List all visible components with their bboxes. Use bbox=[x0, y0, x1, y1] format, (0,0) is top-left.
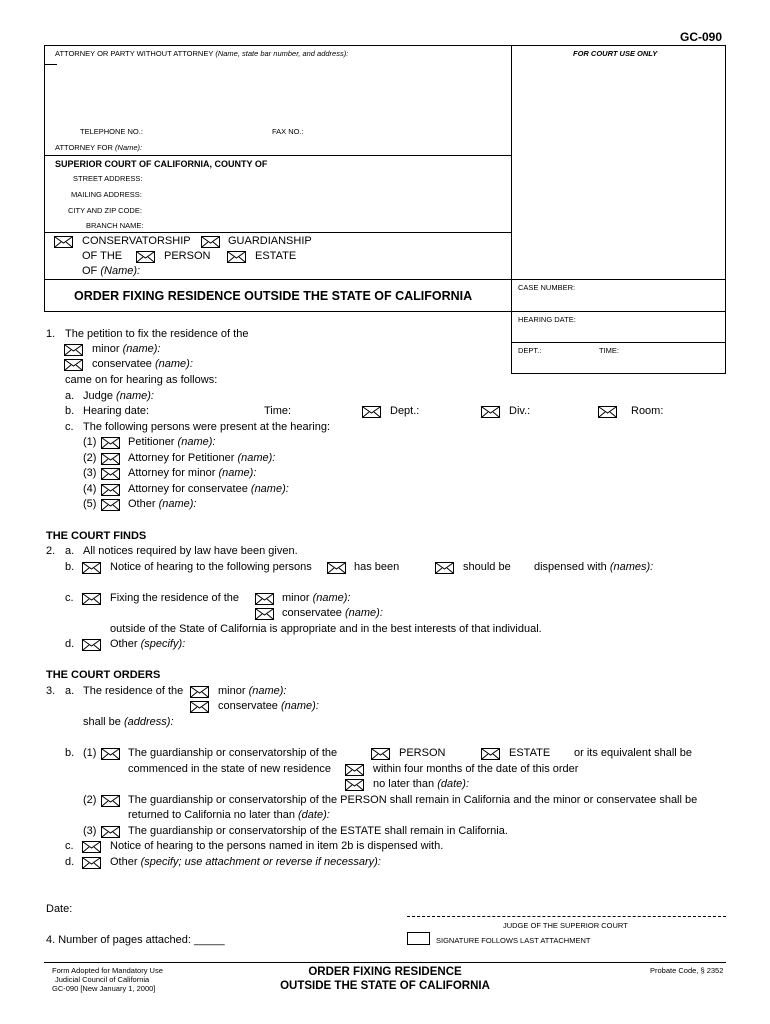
signature-follows-checkbox[interactable] bbox=[407, 932, 430, 945]
b1-checkbox[interactable] bbox=[101, 748, 120, 760]
person-label: PERSON bbox=[164, 250, 211, 262]
present-1-number: (1) bbox=[83, 436, 97, 448]
item2d-letter: d. bbox=[65, 638, 75, 650]
estate-label: ESTATE bbox=[255, 250, 297, 262]
should-be-checkbox[interactable] bbox=[435, 562, 454, 574]
notices-given-text: All notices required by law have been given. bbox=[83, 545, 298, 557]
b3-checkbox[interactable] bbox=[101, 826, 120, 838]
of-the-label: OF THE bbox=[82, 250, 123, 262]
orders-other-checkbox[interactable] bbox=[82, 857, 101, 869]
dept-checkbox[interactable] bbox=[362, 406, 381, 418]
of-name-label: OF (Name): bbox=[82, 265, 141, 277]
attorney-petitioner-label: Attorney for Petitioner (name): bbox=[128, 452, 276, 464]
divider bbox=[511, 311, 726, 312]
present-2-number: (2) bbox=[83, 452, 97, 464]
b1-person-label: PERSON bbox=[399, 747, 446, 759]
item1-conservatee-label: conservatee (name): bbox=[92, 358, 193, 370]
item2a-letter: a. bbox=[65, 545, 75, 557]
dispensed-text: dispensed with (names): bbox=[534, 561, 654, 573]
hearing-time-text: Time: bbox=[264, 405, 292, 417]
court-use-label: FOR COURT USE ONLY bbox=[573, 49, 658, 58]
finds-conservatee-checkbox[interactable] bbox=[255, 608, 274, 620]
item1-conservatee-checkbox[interactable] bbox=[64, 359, 83, 371]
hearing-date-label: HEARING DATE: bbox=[518, 315, 576, 324]
branch-label: BRANCH NAME: bbox=[86, 221, 144, 230]
item3b-letter: b. bbox=[65, 747, 75, 759]
orders-conservatee-checkbox[interactable] bbox=[190, 701, 209, 713]
item3d-letter: d. bbox=[65, 856, 75, 868]
time-label: TIME: bbox=[599, 346, 619, 355]
guardianship-checkbox[interactable] bbox=[201, 236, 220, 248]
dept-label: DEPT.: bbox=[518, 346, 542, 355]
item1-minor-label: minor (name): bbox=[92, 343, 161, 355]
signature-line bbox=[407, 916, 726, 917]
within-four-months-checkbox[interactable] bbox=[345, 764, 364, 776]
fixing-residence-text: Fixing the residence of the bbox=[110, 592, 240, 604]
fixing-residence-checkbox[interactable] bbox=[82, 593, 101, 605]
attorney-label: ATTORNEY OR PARTY WITHOUT ATTORNEY (Name, state bar number, and address): bbox=[55, 49, 349, 58]
judicial-council: Judicial Council of California bbox=[55, 975, 150, 984]
divider bbox=[44, 279, 726, 280]
b2-continued-text: returned to California no later than (date): bbox=[128, 809, 330, 821]
person-checkbox[interactable] bbox=[136, 251, 155, 263]
notice-hearing-checkbox[interactable] bbox=[82, 562, 101, 574]
form-title: ORDER FIXING RESIDENCE OUTSIDE THE STATE OF CALIFORNIA bbox=[74, 289, 473, 303]
b3-text: The guardianship or conservatorship of the ESTATE shall remain in California. bbox=[128, 825, 508, 837]
divider bbox=[44, 155, 512, 156]
present-text: The following persons were present at the hearing: bbox=[83, 421, 331, 433]
street-label: STREET ADDRESS: bbox=[73, 174, 143, 183]
probate-code: Probate Code, § 2352 bbox=[650, 966, 724, 975]
should-be-text: should be bbox=[463, 561, 511, 573]
date-label: Date: bbox=[46, 903, 73, 915]
best-interests-text: outside of the State of California is appropriate and in the best interests of that individual. bbox=[110, 623, 542, 635]
item3b3-number: (3) bbox=[83, 825, 97, 837]
b1-estate-checkbox[interactable] bbox=[481, 748, 500, 760]
pages-attached: 4. Number of pages attached: _____ bbox=[46, 934, 225, 946]
court-orders-heading: THE COURT ORDERS bbox=[46, 669, 161, 681]
footer-title-line1: ORDER FIXING RESIDENCE bbox=[308, 966, 462, 978]
case-number-label: CASE NUMBER: bbox=[518, 283, 576, 292]
has-been-text: has been bbox=[354, 561, 400, 573]
finds-other-label: Other (specify): bbox=[110, 638, 186, 650]
item1-minor-checkbox[interactable] bbox=[64, 344, 83, 356]
city-label: CITY AND ZIP CODE: bbox=[68, 206, 142, 215]
footer-title-line2: OUTSIDE THE STATE OF CALIFORNIA bbox=[280, 980, 490, 992]
form-number: GC-090 bbox=[680, 30, 723, 44]
item1b-letter: b. bbox=[65, 405, 75, 417]
court-label: SUPERIOR COURT OF CALIFORNIA, COUNTY OF bbox=[55, 159, 268, 169]
form-adopted: Form Adopted for Mandatory Use bbox=[52, 966, 163, 975]
dept-text: Dept.: bbox=[390, 405, 420, 417]
orders-minor-label: minor (name): bbox=[218, 685, 287, 697]
hearing-date-text: Hearing date: bbox=[83, 405, 150, 417]
item1-intro: The petition to fix the residence of the bbox=[65, 328, 249, 340]
div-text: Div.: bbox=[509, 405, 531, 417]
telephone-label: TELEPHONE NO.: bbox=[80, 127, 143, 136]
judge-label: Judge (name): bbox=[83, 390, 154, 402]
item3b2-number: (2) bbox=[83, 794, 97, 806]
estate-checkbox[interactable] bbox=[227, 251, 246, 263]
attorney-petitioner-checkbox[interactable] bbox=[101, 453, 120, 465]
conservatorship-label: CONSERVATORSHIP bbox=[82, 235, 191, 247]
residence-text: The residence of the bbox=[83, 685, 184, 697]
notice-dispensed-checkbox[interactable] bbox=[82, 841, 101, 853]
equivalent-text: or its equivalent shall be bbox=[574, 747, 693, 759]
divider bbox=[44, 64, 57, 65]
finds-other-checkbox[interactable] bbox=[82, 639, 101, 651]
item3-number: 3. bbox=[46, 685, 56, 697]
shall-be-text: shall be (address): bbox=[83, 716, 174, 728]
finds-conservatee-label: conservatee (name): bbox=[282, 607, 383, 619]
mailing-label: MAILING ADDRESS: bbox=[71, 190, 142, 199]
divider bbox=[44, 232, 512, 233]
footer-divider bbox=[44, 962, 726, 963]
attorney-conservatee-checkbox[interactable] bbox=[101, 484, 120, 496]
guardianship-label: GUARDIANSHIP bbox=[228, 235, 312, 247]
b1-text: The guardianship or conservatorship of the bbox=[128, 747, 338, 759]
item2-number: 2. bbox=[46, 545, 56, 557]
item2c-letter: c. bbox=[65, 592, 74, 604]
commenced-text: commenced in the state of new residence bbox=[128, 763, 332, 775]
attorney-for-label: ATTORNEY FOR (Name): bbox=[55, 143, 143, 152]
item3c-letter: c. bbox=[65, 840, 74, 852]
b1-estate-label: ESTATE bbox=[509, 747, 551, 759]
item1-number: 1. bbox=[46, 328, 56, 340]
court-use-box bbox=[511, 45, 726, 374]
has-been-checkbox[interactable] bbox=[327, 562, 346, 574]
attorney-minor-checkbox[interactable] bbox=[101, 468, 120, 480]
fax-label: FAX NO.: bbox=[272, 127, 304, 136]
other-present-checkbox[interactable] bbox=[101, 499, 120, 511]
signature-follows-label: SIGNATURE FOLLOWS LAST ATTACHMENT bbox=[436, 936, 591, 945]
no-later-than-checkbox[interactable] bbox=[345, 779, 364, 791]
petitioner-label: Petitioner (name): bbox=[128, 436, 216, 448]
b1-person-checkbox[interactable] bbox=[371, 748, 390, 760]
divider bbox=[511, 342, 726, 343]
item1a-letter: a. bbox=[65, 390, 75, 402]
finds-minor-checkbox[interactable] bbox=[255, 593, 274, 605]
attorney-conservatee-label: Attorney for conservatee (name): bbox=[128, 483, 289, 495]
finds-minor-label: minor (name): bbox=[282, 592, 351, 604]
other-present-label: Other (name): bbox=[128, 498, 197, 510]
conservatorship-checkbox[interactable] bbox=[54, 236, 73, 248]
present-5-number: (5) bbox=[83, 498, 97, 510]
orders-minor-checkbox[interactable] bbox=[190, 686, 209, 698]
b2-text: The guardianship or conservatorship of the PERSON shall remain in California and the minor or conservatee shall be bbox=[128, 794, 698, 806]
item3a-letter: a. bbox=[65, 685, 75, 697]
item3b1-number: (1) bbox=[83, 747, 97, 759]
petitioner-checkbox[interactable] bbox=[101, 437, 120, 449]
came-on-text: came on for hearing as follows: bbox=[65, 374, 218, 386]
orders-conservatee-label: conservatee (name): bbox=[218, 700, 319, 712]
div-checkbox[interactable] bbox=[481, 406, 500, 418]
notice-dispensed-text: Notice of hearing to the persons named in item 2b is dispensed with. bbox=[110, 840, 444, 852]
room-text: Room: bbox=[631, 405, 664, 417]
form-revision: GC-090 [New January 1, 2000] bbox=[52, 984, 156, 993]
present-4-number: (4) bbox=[83, 483, 97, 495]
notice-hearing-text: Notice of hearing to the following persons bbox=[110, 561, 312, 573]
attorney-minor-label: Attorney for minor (name): bbox=[128, 467, 257, 479]
b2-checkbox[interactable] bbox=[101, 795, 120, 807]
present-3-number: (3) bbox=[83, 467, 97, 479]
within-four-months-text: within four months of the date of this order bbox=[373, 763, 579, 775]
no-later-than-text: no later than (date): bbox=[373, 778, 470, 790]
judge-label: JUDGE OF THE SUPERIOR COURT bbox=[503, 921, 628, 930]
court-finds-heading: THE COURT FINDS bbox=[46, 530, 147, 542]
room-checkbox[interactable] bbox=[598, 406, 617, 418]
item1c-letter: c. bbox=[65, 421, 74, 433]
orders-other-label: Other (specify; use attachment or reverse if necessary): bbox=[110, 856, 381, 868]
item2b-letter: b. bbox=[65, 561, 75, 573]
